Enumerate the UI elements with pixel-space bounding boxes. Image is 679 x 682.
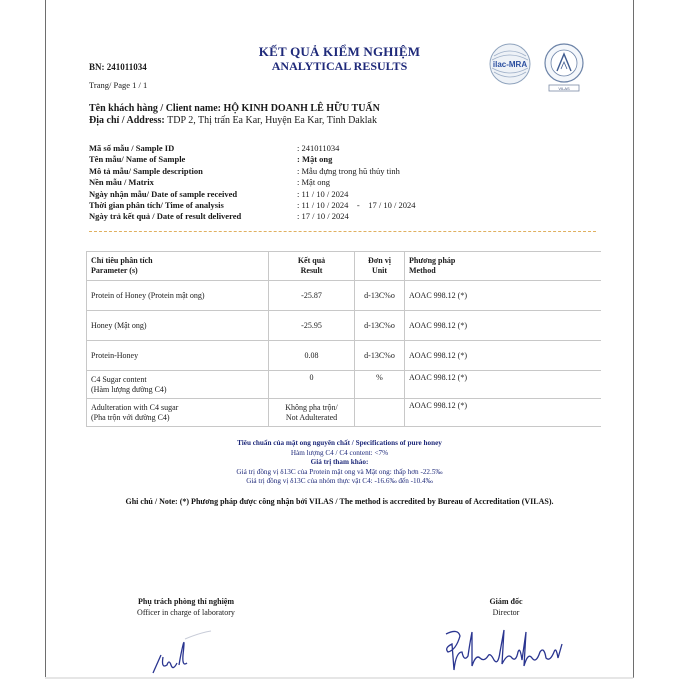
table-row (87, 399, 602, 427)
lab-officer-title-en: Officer in charge of laboratory (137, 608, 235, 617)
info-value: : 11 / 10 / 2024 (297, 188, 349, 199)
cell-parameter: Adulteration with C4 sugar (Pha trộn với đường C4) (87, 399, 269, 427)
cell-unit: % (355, 371, 405, 399)
director-title-vi: Giám đốc (489, 597, 523, 606)
info-row-description (89, 166, 415, 177)
results-table (86, 251, 601, 427)
table-row (87, 371, 602, 399)
spec-reference-1: Giá trị đồng vị δ13C của Protein mật ong và Mật ong: thấp hơn -22.5‰ (236, 467, 443, 476)
info-label: Mã số mẫu / Sample ID (89, 143, 175, 153)
accreditation-logos (486, 42, 596, 94)
info-value: : Mẫu đựng trong hũ thủy tinh (297, 165, 400, 176)
info-label: Tên mẫu/ Name of Sample (89, 154, 186, 165)
document-page (45, 0, 634, 678)
ilac-mra-logo-icon (490, 44, 530, 84)
title-vietnamese: KẾT QUẢ KIỂM NGHIỆM (258, 44, 421, 59)
title-english: ANALYTICAL RESULTS (271, 59, 408, 73)
info-row-time-of-analysis (89, 200, 415, 211)
info-value: : 11 / 10 / 2024 - 17 / 10 / 2024 (297, 200, 416, 211)
cell-method: AOAC 998.12 (*) (405, 281, 602, 311)
director-title-en: Director (492, 608, 520, 617)
table-row (87, 341, 602, 371)
info-row-matrix (89, 177, 415, 188)
spec-reference-title: Giá trị tham khảo: (310, 458, 369, 466)
client-address-row (89, 115, 380, 127)
svg-text:ilac-MRA: ilac-MRA (492, 60, 528, 69)
lab-officer-signature-block (111, 596, 261, 618)
cell-method: AOAC 998.12 (*) (405, 341, 602, 371)
client-address-label: Địa chỉ / Address: (89, 115, 168, 126)
cell-result: -25.95 (269, 311, 355, 341)
cell-result: 0 (269, 371, 355, 399)
info-row-date-delivered (89, 211, 415, 222)
header-parameter: Chỉ tiêu phân tích Parameter (s) (87, 252, 269, 281)
cell-method: AOAC 998.12 (*) (405, 311, 602, 341)
spec-c4-content: Hàm lượng C4 / C4 content: <7% (290, 448, 389, 457)
client-name-row (89, 103, 380, 115)
director-signature-block (446, 596, 566, 618)
lab-officer-title-vi: Phụ trách phòng thí nghiệm (137, 597, 235, 606)
vilas-boa-logo-icon (545, 44, 583, 91)
cell-parameter: Honey (Mật ong) (87, 311, 269, 341)
table-row (87, 281, 602, 311)
page-number: Trang/ Page 1 / 1 (89, 80, 148, 90)
cell-parameter: Protein of Honey (Protein mật ong) (87, 281, 269, 311)
cell-result: 0.08 (269, 341, 355, 371)
header-method: Phương pháp Method (405, 252, 602, 281)
header-result: Kết quả Result (269, 252, 355, 281)
cell-parameter: Protein-Honey (87, 341, 269, 371)
accreditation-note: Ghi chú / Note: (*) Phương pháp được công nhận bởi VILAS / The method is accredited by Bureau of Accreditation (VILAS). (125, 497, 554, 506)
info-row-sample-id (89, 143, 415, 154)
header-unit: Đơn vị Unit (355, 252, 405, 281)
cell-method: AOAC 998.12 (*) (405, 371, 602, 399)
info-label: Nền mẫu / Matrix (89, 177, 154, 188)
svg-text:VILAS: VILAS (558, 86, 570, 91)
batch-number: BN: 241011034 (89, 62, 147, 72)
client-block (89, 103, 380, 127)
info-row-date-received (89, 189, 415, 200)
cell-unit: d-13C%o (355, 311, 405, 341)
info-row-sample-name (89, 154, 415, 165)
specifications-block (46, 439, 633, 487)
director-signature-icon (438, 622, 578, 677)
client-name-label: Tên khách hàng / Client name: (89, 103, 224, 114)
cell-method: AOAC 998.12 (*) (405, 399, 602, 427)
cell-result: -25.87 (269, 281, 355, 311)
info-label: Ngày trả kết quả / Date of result delivered (89, 211, 242, 222)
table-header-row (87, 252, 602, 281)
info-label: Thời gian phân tích/ Time of analysis (89, 200, 224, 211)
info-label: Mô tả mẫu/ Sample description (89, 165, 203, 176)
info-value: : 17 / 10 / 2024 (297, 211, 349, 222)
spec-reference-2: Giá trị đồng vị δ13C của nhóm thực vật C4: -16.6‰ đến -10.4‰ (246, 477, 433, 485)
info-value: : Mật ong (297, 154, 333, 165)
sample-info (89, 143, 415, 223)
cell-unit: d-13C%o (355, 281, 405, 311)
table-row (87, 311, 602, 341)
cell-unit (355, 399, 405, 427)
client-address-value: TDP 2, Thị trấn Ea Kar, Huyện Ea Kar, Tỉnh Daklak (167, 115, 377, 126)
info-value: : Mật ong (297, 177, 331, 188)
info-label: Ngày nhận mẫu/ Date of sample received (89, 188, 238, 199)
client-name-value: HỘ KINH DOANH LÊ HỮU TUẤN (223, 103, 380, 114)
lab-officer-signature-icon (141, 625, 221, 677)
spec-title: Tiêu chuẩn của mật ong nguyên chất / Specifications of pure honey (237, 439, 442, 447)
info-value: : 241011034 (297, 143, 340, 153)
cell-unit: d-13C%o (355, 341, 405, 371)
cell-parameter: C4 Sugar content (Hàm lượng đường C4) (87, 371, 269, 399)
section-divider (89, 231, 596, 232)
cell-result: Không pha trộn/ Not Adulterated (269, 399, 355, 427)
